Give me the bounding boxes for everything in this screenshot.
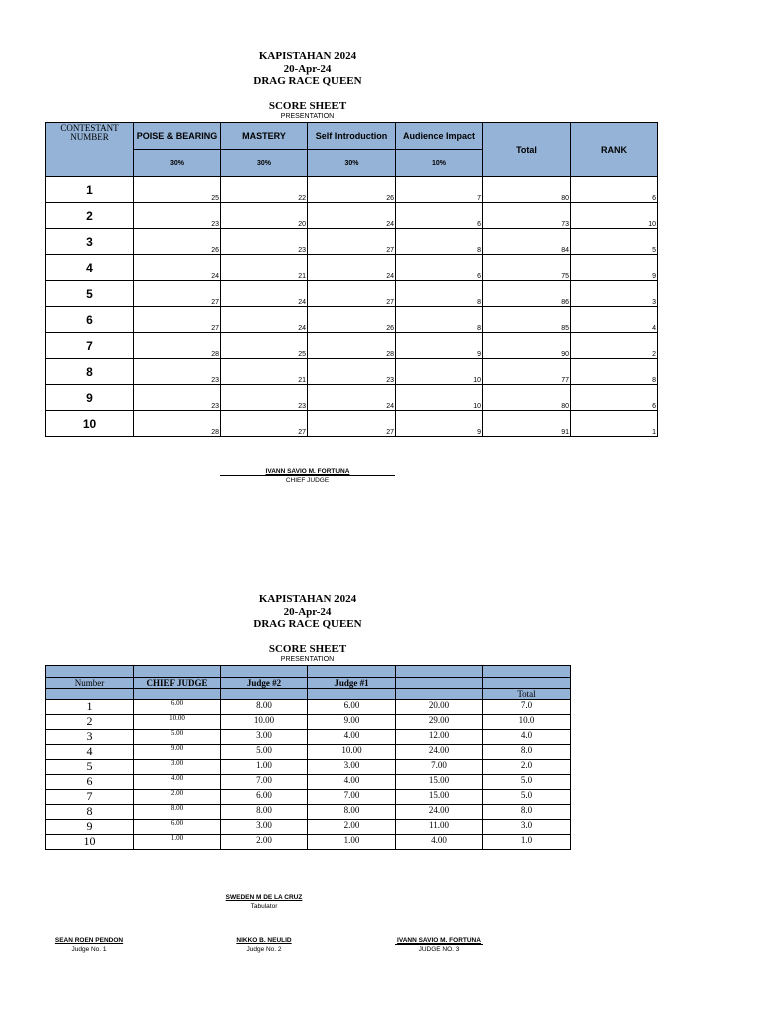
cell-rank: 8 (571, 359, 658, 385)
cell-intro: 24 (308, 203, 396, 229)
score-table-2-body (46, 700, 571, 850)
cell-judge-2: 10.00 (221, 715, 308, 730)
cell-chief-judge: 10.00 (134, 715, 221, 730)
cell-num: 8 (46, 359, 134, 385)
table-row (46, 760, 571, 775)
cell-audience: 9 (396, 333, 483, 359)
blank-header-cell (396, 666, 483, 678)
cell-chief-judge: 5.00 (134, 730, 221, 745)
cell-intro: 23 (308, 359, 396, 385)
cell-rank: 6 (571, 385, 658, 411)
cell-number: 7 (46, 790, 134, 805)
cell-sum: 4.00 (396, 835, 483, 850)
table-row (46, 333, 658, 359)
cell-mastery: 21 (221, 255, 308, 281)
cell-audience: 8 (396, 229, 483, 255)
header-self-introduction: Self Introduction (308, 123, 396, 150)
cell-total: 7.0 (483, 700, 571, 715)
cell-judge-1: 4.00 (308, 730, 396, 745)
cell-intro: 26 (308, 177, 396, 203)
cell-audience: 9 (396, 411, 483, 437)
sheet2-score-sheet-title: SCORE SHEET (268, 643, 347, 655)
cell-total: 85 (483, 307, 571, 333)
tabulator-role: Tabulator (250, 903, 278, 910)
header-judge-2: Judge #2 (221, 678, 308, 689)
blank-header-cell (221, 689, 308, 700)
table-row (46, 229, 658, 255)
cell-chief-judge: 8.00 (134, 805, 221, 820)
cell-judge-2: 8.00 (221, 805, 308, 820)
cell-poise: 25 (134, 177, 221, 203)
blank-header-cell (396, 689, 483, 700)
cell-num: 1 (46, 177, 134, 203)
blank-header-cell (308, 689, 396, 700)
cell-sum: 29.00 (396, 715, 483, 730)
cell-rank: 5 (571, 229, 658, 255)
signature-name: IVANN SAVIO M. FORTUNA (265, 468, 350, 475)
sheet1-title: KAPISTAHAN 2024 (258, 50, 357, 62)
table-row (46, 203, 658, 229)
table-row (46, 177, 658, 203)
blank-header-cell (46, 666, 134, 678)
cell-number: 3 (46, 730, 134, 745)
chief-judge-signature (220, 467, 395, 485)
cell-judge-2: 6.00 (221, 790, 308, 805)
cell-number: 1 (46, 700, 134, 715)
header-chief-judge: CHIEF JUDGE (134, 678, 221, 689)
blank-header-cell (134, 666, 221, 678)
sheet1-category: PRESENTATION (280, 113, 335, 120)
cell-judge-2: 1.00 (221, 760, 308, 775)
cell-judge-2: 2.00 (221, 835, 308, 850)
cell-judge-1: 2.00 (308, 820, 396, 835)
judge-2-signature (220, 936, 308, 954)
blank-header-cell (134, 689, 221, 700)
sheet1-event: DRAG RACE QUEEN (253, 75, 362, 87)
cell-audience: 6 (396, 255, 483, 281)
cell-intro: 28 (308, 333, 396, 359)
blank-header-cell (483, 678, 571, 689)
header-audience-impact: Audience Impact (396, 123, 483, 150)
sheet2-title: KAPISTAHAN 2024 (258, 593, 357, 605)
weight-intro: 30% (308, 150, 396, 177)
score-table-1-body (46, 177, 658, 437)
cell-chief-judge: 2.00 (134, 790, 221, 805)
cell-chief-judge: 4.00 (134, 775, 221, 790)
table-row (46, 790, 571, 805)
sheet2-category: PRESENTATION (280, 656, 335, 663)
table-row (46, 700, 571, 715)
table-row (46, 385, 658, 411)
cell-total: 80 (483, 385, 571, 411)
cell-num: 9 (46, 385, 134, 411)
header-contestant-number: CONTESTANT NUMBER (46, 123, 134, 177)
sheet1-date: 20-Apr-24 (283, 62, 332, 75)
cell-total: 2.0 (483, 760, 571, 775)
cell-num: 4 (46, 255, 134, 281)
cell-total: 80 (483, 177, 571, 203)
blank-header-cell (308, 666, 396, 678)
cell-sum: 11.00 (396, 820, 483, 835)
cell-sum: 15.00 (396, 790, 483, 805)
score-table-2 (45, 665, 571, 850)
cell-mastery: 23 (221, 229, 308, 255)
cell-audience: 8 (396, 307, 483, 333)
cell-total: 84 (483, 229, 571, 255)
cell-total: 73 (483, 203, 571, 229)
table-row (46, 359, 658, 385)
table-row (46, 281, 658, 307)
cell-number: 8 (46, 805, 134, 820)
tabulator-signature (220, 893, 308, 911)
cell-intro: 27 (308, 281, 396, 307)
judge-1-signature (45, 936, 133, 954)
cell-num: 2 (46, 203, 134, 229)
cell-poise: 24 (134, 255, 221, 281)
score-table-1 (45, 122, 658, 437)
cell-number: 6 (46, 775, 134, 790)
cell-poise: 23 (134, 359, 221, 385)
table-row (46, 775, 571, 790)
header-total-2: Total (483, 689, 571, 700)
cell-total: 10.0 (483, 715, 571, 730)
cell-total: 90 (483, 333, 571, 359)
cell-sum: 12.00 (396, 730, 483, 745)
cell-total: 8.0 (483, 805, 571, 820)
signature-role: CHIEF JUDGE (220, 475, 395, 485)
sheet2-date: 20-Apr-24 (283, 605, 332, 618)
weight-audience: 10% (396, 150, 483, 177)
cell-judge-2: 5.00 (221, 745, 308, 760)
sheet1-score-sheet-title: SCORE SHEET (268, 100, 347, 112)
table-row (46, 255, 658, 281)
header-number: Number (46, 678, 134, 689)
cell-num: 10 (46, 411, 134, 437)
cell-total: 91 (483, 411, 571, 437)
cell-chief-judge: 6.00 (134, 700, 221, 715)
cell-chief-judge: 6.00 (134, 820, 221, 835)
cell-number: 4 (46, 745, 134, 760)
cell-rank: 4 (571, 307, 658, 333)
blank-header-cell (46, 689, 134, 700)
cell-number: 2 (46, 715, 134, 730)
cell-audience: 8 (396, 281, 483, 307)
cell-total: 3.0 (483, 820, 571, 835)
cell-sum: 24.00 (396, 745, 483, 760)
cell-number: 9 (46, 820, 134, 835)
cell-total: 5.0 (483, 775, 571, 790)
cell-intro: 27 (308, 229, 396, 255)
cell-chief-judge: 3.00 (134, 760, 221, 775)
cell-intro: 26 (308, 307, 396, 333)
header-judge-1: Judge #1 (308, 678, 396, 689)
cell-judge-1: 8.00 (308, 805, 396, 820)
judge-3-role: JUDGE NO. 3 (395, 944, 483, 954)
table-row (46, 805, 571, 820)
judge-1-role: Judge No. 1 (71, 946, 107, 953)
table-row (46, 411, 658, 437)
cell-rank: 2 (571, 333, 658, 359)
cell-audience: 10 (396, 385, 483, 411)
cell-judge-1: 7.00 (308, 790, 396, 805)
judge-2-name: NIKKO B. NEULID (236, 937, 292, 944)
table-row (46, 715, 571, 730)
judge-1-name: SEAN ROEN PENDON (54, 937, 124, 944)
blank-header-cell (396, 678, 483, 689)
cell-total: 1.0 (483, 835, 571, 850)
cell-audience: 7 (396, 177, 483, 203)
cell-poise: 23 (134, 203, 221, 229)
cell-judge-1: 9.00 (308, 715, 396, 730)
cell-judge-2: 7.00 (221, 775, 308, 790)
cell-poise: 26 (134, 229, 221, 255)
cell-number: 10 (46, 835, 134, 850)
cell-total: 86 (483, 281, 571, 307)
cell-mastery: 22 (221, 177, 308, 203)
cell-judge-2: 3.00 (221, 820, 308, 835)
cell-poise: 28 (134, 411, 221, 437)
cell-poise: 27 (134, 307, 221, 333)
cell-mastery: 25 (221, 333, 308, 359)
cell-total: 75 (483, 255, 571, 281)
cell-rank: 3 (571, 281, 658, 307)
cell-mastery: 21 (221, 359, 308, 385)
cell-sum: 15.00 (396, 775, 483, 790)
cell-num: 6 (46, 307, 134, 333)
cell-total: 5.0 (483, 790, 571, 805)
table-row (46, 820, 571, 835)
sheet2-header (200, 593, 415, 631)
cell-judge-2: 3.00 (221, 730, 308, 745)
cell-sum: 20.00 (396, 700, 483, 715)
judge-3-name: IVANN SAVIO M. FORTUNA (397, 937, 481, 944)
cell-sum: 7.00 (396, 760, 483, 775)
header-poise-bearing: POISE & BEARING (134, 123, 221, 150)
cell-mastery: 20 (221, 203, 308, 229)
cell-total: 4.0 (483, 730, 571, 745)
header-total: Total (483, 123, 571, 177)
cell-poise: 28 (134, 333, 221, 359)
cell-rank: 10 (571, 203, 658, 229)
cell-sum: 24.00 (396, 805, 483, 820)
cell-rank: 1 (571, 411, 658, 437)
cell-mastery: 27 (221, 411, 308, 437)
cell-number: 5 (46, 760, 134, 775)
sheet1-header (200, 50, 415, 88)
table-row (46, 307, 658, 333)
cell-judge-1: 3.00 (308, 760, 396, 775)
cell-judge-1: 1.00 (308, 835, 396, 850)
cell-total: 8.0 (483, 745, 571, 760)
cell-rank: 9 (571, 255, 658, 281)
weight-mastery: 30% (221, 150, 308, 177)
cell-intro: 24 (308, 385, 396, 411)
cell-judge-1: 4.00 (308, 775, 396, 790)
blank-header-cell (221, 666, 308, 678)
cell-num: 7 (46, 333, 134, 359)
cell-mastery: 23 (221, 385, 308, 411)
cell-intro: 24 (308, 255, 396, 281)
table-row (46, 745, 571, 760)
cell-chief-judge: 9.00 (134, 745, 221, 760)
judge-3-signature (395, 936, 483, 954)
weight-poise: 30% (134, 150, 221, 177)
cell-audience: 6 (396, 203, 483, 229)
cell-judge-1: 6.00 (308, 700, 396, 715)
cell-judge-1: 10.00 (308, 745, 396, 760)
judge-2-role: Judge No. 2 (246, 946, 282, 953)
cell-intro: 27 (308, 411, 396, 437)
table-row (46, 835, 571, 850)
cell-judge-2: 8.00 (221, 700, 308, 715)
sheet2-event: DRAG RACE QUEEN (253, 618, 362, 630)
cell-num: 5 (46, 281, 134, 307)
table-row (46, 730, 571, 745)
cell-num: 3 (46, 229, 134, 255)
cell-chief-judge: 1.00 (134, 835, 221, 850)
header-rank: RANK (571, 123, 658, 177)
cell-poise: 27 (134, 281, 221, 307)
header-mastery: MASTERY (221, 123, 308, 150)
cell-audience: 10 (396, 359, 483, 385)
cell-mastery: 24 (221, 281, 308, 307)
blank-header-cell (483, 666, 571, 678)
tabulator-name: SWEDEN M DE LA CRUZ (225, 894, 303, 901)
cell-total: 77 (483, 359, 571, 385)
cell-mastery: 24 (221, 307, 308, 333)
cell-poise: 23 (134, 385, 221, 411)
cell-rank: 6 (571, 177, 658, 203)
